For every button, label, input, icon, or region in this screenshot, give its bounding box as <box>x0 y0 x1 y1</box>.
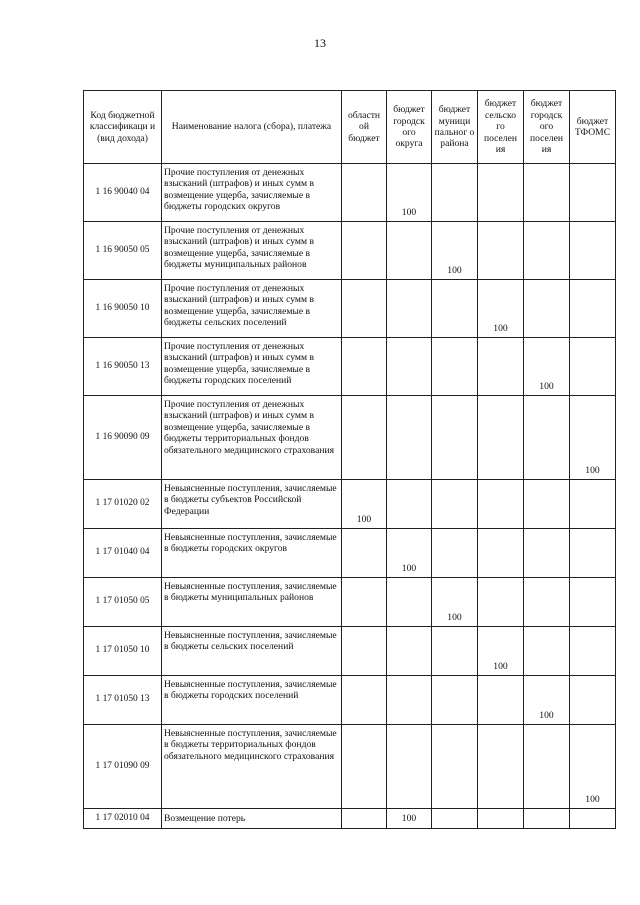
cell-urban-settlement-share <box>524 280 570 338</box>
cell-name: Невыясненные поступления, зачисляемые в бюджеты городских поселений <box>162 676 342 725</box>
cell-name: Прочие поступления от денежных взысканий (штрафов) и иных сумм в возмещение ущерба, зачисляемые в бюджеты городских поселений <box>162 338 342 396</box>
header-name: Наименование налога (сбора), платежа <box>162 91 342 164</box>
cell-regional-share <box>342 222 387 280</box>
cell-code: 1 16 90040 04 <box>84 164 162 222</box>
cell-urban-settlement-share <box>524 164 570 222</box>
cell-tfoms-share <box>570 627 616 676</box>
cell-rural-settlement-share <box>478 578 524 627</box>
cell-name: Невыясненные поступления, зачисляемые в бюджеты субъектов Российской Федерации <box>162 480 342 529</box>
cell-tfoms-share <box>570 222 616 280</box>
cell-city-district-share <box>387 280 432 338</box>
cell-urban-settlement-share <box>524 725 570 809</box>
cell-code: 1 16 90050 10 <box>84 280 162 338</box>
cell-urban-settlement-share: 100 <box>524 338 570 396</box>
cell-name: Прочие поступления от денежных взысканий (штрафов) и иных сумм в возмещение ущерба, зачисляемые в бюджеты городских округов <box>162 164 342 222</box>
cell-tfoms-share: 100 <box>570 725 616 809</box>
cell-tfoms-share: 100 <box>570 396 616 480</box>
cell-tfoms-share <box>570 529 616 578</box>
cell-name: Невыясненные поступления, зачисляемые в бюджеты городских округов <box>162 529 342 578</box>
cell-municipal-district-share <box>432 396 478 480</box>
cell-name: Возмещение потерь <box>162 809 342 829</box>
table-row <box>84 280 616 338</box>
cell-regional-share <box>342 676 387 725</box>
cell-code: 1 17 02010 04 <box>84 809 162 829</box>
cell-city-district-share: 100 <box>387 164 432 222</box>
cell-city-district-share <box>387 578 432 627</box>
cell-rural-settlement-share <box>478 809 524 829</box>
table-row <box>84 338 616 396</box>
cell-urban-settlement-share <box>524 396 570 480</box>
cell-tfoms-share <box>570 338 616 396</box>
cell-tfoms-share <box>570 480 616 529</box>
cell-urban-settlement-share <box>524 809 570 829</box>
cell-municipal-district-share <box>432 627 478 676</box>
cell-municipal-district-share: 100 <box>432 578 478 627</box>
cell-name: Невыясненные поступления, зачисляемые в бюджеты территориальных фондов обязательного медицинского страхования <box>162 725 342 809</box>
cell-city-district-share <box>387 338 432 396</box>
header-code: Код бюджетной классификаци и (вид дохода) <box>84 91 162 164</box>
header-city-district-budget: бюджет городск ого округа <box>387 91 432 164</box>
cell-urban-settlement-share <box>524 480 570 529</box>
table-row <box>84 809 616 829</box>
cell-rural-settlement-share <box>478 529 524 578</box>
cell-regional-share <box>342 164 387 222</box>
table-row <box>84 480 616 529</box>
cell-tfoms-share <box>570 578 616 627</box>
cell-regional-share <box>342 396 387 480</box>
cell-code: 1 17 01050 05 <box>84 578 162 627</box>
table-row <box>84 627 616 676</box>
header-municipal-district-budget: бюджет муници пальног о района <box>432 91 478 164</box>
cell-city-district-share <box>387 676 432 725</box>
cell-municipal-district-share <box>432 529 478 578</box>
cell-rural-settlement-share: 100 <box>478 627 524 676</box>
cell-tfoms-share <box>570 809 616 829</box>
header-row <box>84 91 616 164</box>
cell-rural-settlement-share <box>478 222 524 280</box>
cell-municipal-district-share <box>432 480 478 529</box>
cell-urban-settlement-share <box>524 529 570 578</box>
cell-municipal-district-share <box>432 338 478 396</box>
page-number: 13 <box>314 36 326 50</box>
cell-code: 1 17 01050 13 <box>84 676 162 725</box>
cell-city-district-share <box>387 627 432 676</box>
cell-rural-settlement-share <box>478 480 524 529</box>
table-row <box>84 725 616 809</box>
cell-name: Прочие поступления от денежных взысканий (штрафов) и иных сумм в возмещение ущерба, зачисляемые в бюджеты территориальных фондов обязательного медицинского страхования <box>162 396 342 480</box>
cell-code: 1 16 90050 05 <box>84 222 162 280</box>
cell-regional-share <box>342 627 387 676</box>
cell-tfoms-share <box>570 164 616 222</box>
table-row <box>84 164 616 222</box>
cell-municipal-district-share: 100 <box>432 222 478 280</box>
table-row <box>84 529 616 578</box>
cell-regional-share <box>342 529 387 578</box>
cell-city-district-share <box>387 396 432 480</box>
cell-urban-settlement-share <box>524 627 570 676</box>
table-row <box>84 222 616 280</box>
cell-name: Прочие поступления от денежных взысканий (штрафов) и иных сумм в возмещение ущерба, зачисляемые в бюджеты муниципальных районов <box>162 222 342 280</box>
cell-regional-share <box>342 809 387 829</box>
cell-municipal-district-share <box>432 725 478 809</box>
cell-rural-settlement-share <box>478 676 524 725</box>
cell-municipal-district-share <box>432 280 478 338</box>
cell-municipal-district-share <box>432 164 478 222</box>
cell-name: Невыясненные поступления, зачисляемые в бюджеты сельских поселений <box>162 627 342 676</box>
cell-regional-share <box>342 725 387 809</box>
cell-rural-settlement-share: 100 <box>478 280 524 338</box>
cell-regional-share <box>342 280 387 338</box>
cell-rural-settlement-share <box>478 338 524 396</box>
header-tfoms-budget: бюджет ТФОМС <box>570 91 616 164</box>
cell-city-district-share: 100 <box>387 529 432 578</box>
budget-distribution-table <box>83 90 616 829</box>
cell-city-district-share <box>387 725 432 809</box>
cell-tfoms-share <box>570 676 616 725</box>
table-body <box>84 164 616 829</box>
table-row <box>84 676 616 725</box>
header-regional-budget: областн ой бюджет <box>342 91 387 164</box>
cell-city-district-share: 100 <box>387 809 432 829</box>
cell-municipal-district-share <box>432 809 478 829</box>
cell-code: 1 16 90050 13 <box>84 338 162 396</box>
cell-regional-share: 100 <box>342 480 387 529</box>
cell-name: Прочие поступления от денежных взысканий (штрафов) и иных сумм в возмещение ущерба, зачисляемые в бюджеты сельских поселений <box>162 280 342 338</box>
header-rural-settlement-budget: бюджет сельско го поселен ия <box>478 91 524 164</box>
cell-regional-share <box>342 338 387 396</box>
cell-code: 1 17 01090 09 <box>84 725 162 809</box>
cell-name: Невыясненные поступления, зачисляемые в бюджеты муниципальных районов <box>162 578 342 627</box>
cell-urban-settlement-share: 100 <box>524 676 570 725</box>
cell-municipal-district-share <box>432 676 478 725</box>
cell-code: 1 16 90090 09 <box>84 396 162 480</box>
table-row <box>84 578 616 627</box>
cell-code: 1 17 01050 10 <box>84 627 162 676</box>
table-row <box>84 396 616 480</box>
cell-urban-settlement-share <box>524 222 570 280</box>
cell-city-district-share <box>387 222 432 280</box>
cell-rural-settlement-share <box>478 725 524 809</box>
cell-rural-settlement-share <box>478 164 524 222</box>
cell-code: 1 17 01020 02 <box>84 480 162 529</box>
cell-city-district-share <box>387 480 432 529</box>
cell-regional-share <box>342 578 387 627</box>
cell-code: 1 17 01040 04 <box>84 529 162 578</box>
header-urban-settlement-budget: бюджет городск ого поселен ия <box>524 91 570 164</box>
cell-rural-settlement-share <box>478 396 524 480</box>
cell-tfoms-share <box>570 280 616 338</box>
cell-urban-settlement-share <box>524 578 570 627</box>
